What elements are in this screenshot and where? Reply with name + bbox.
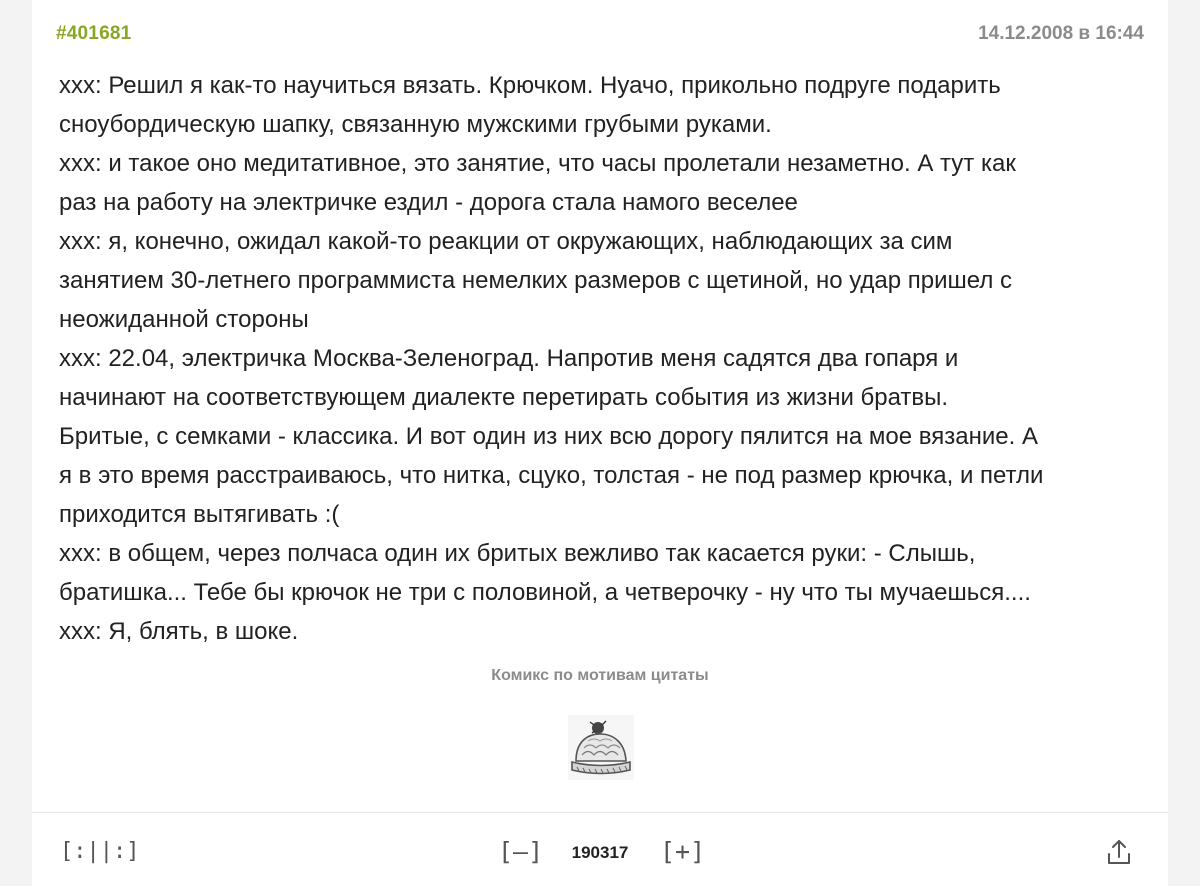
vote-up-button[interactable]: [+] [660, 837, 706, 866]
quote-id-link[interactable]: #401681 [56, 23, 132, 44]
quote-line: братишка... Тебе бы крючок не три с половиной, а четверочку - ну что ты мучаешься.... [59, 579, 1031, 606]
quote-header [56, 20, 1144, 48]
vote-down-button[interactable]: [–] [498, 837, 544, 866]
comic-thumbnail[interactable] [568, 715, 634, 780]
comic-caption: Комикс по мотивам цитаты [491, 667, 709, 684]
quote-line: занятием 30-летнего программиста немелких размеров с щетиной, но удар пришел с [59, 267, 1013, 294]
quote-line: xxx: в общем, через полчаса один их бритых вежливо так касается руки: - Слышь, [59, 540, 976, 567]
quote-line: неожиданной стороны [59, 306, 309, 333]
quote-line: xxx: Решил я как-то научиться вязать. Крючком. Нуачо, прикольно подруге подарить [59, 72, 1001, 99]
quote-text [59, 66, 1142, 651]
quote-line: раз на работу на электричке ездил - дорога стала намого веселее [59, 189, 798, 216]
quote-line: xxx: 22.04, электричка Москва-Зеленоград. Напротив меня садятся два гопаря и [59, 345, 959, 372]
knitted-hat-sketch-icon [568, 715, 634, 780]
share-button[interactable] [1104, 837, 1134, 867]
quote-line: я в это время расстраиваюсь, что нитка, сцуко, толстая - не под размер крючка, и петли [59, 462, 1044, 489]
quote-line: xxx: и такое оно медитативное, это занятие, что часы пролетали незаметно. А тут как [59, 150, 1016, 177]
quote-line: сноубордическую шапку, связанную мужскими грубыми руками. [59, 111, 772, 138]
quote-line: приходится вытягивать :( [59, 501, 340, 528]
quote-line: xxx: я, конечно, ожидал какой-то реакции от окружающих, наблюдающих за сим [59, 228, 953, 255]
quote-line: начинают на соответствующем диалекте перетирать события из жизни братвы. [59, 384, 949, 411]
share-icon [1104, 837, 1134, 867]
quote-line: Бритые, с семками - классика. И вот один из них всю дорогу пялится на мое вязание. А [59, 423, 1038, 450]
quote-footer [32, 813, 1168, 886]
quote-date: 14.12.2008 в 16:44 [978, 23, 1144, 44]
quote-card [32, 0, 1168, 886]
comics-button[interactable]: [:||:] [60, 839, 140, 864]
quote-line: xxx: Я, блять, в шоке. [59, 618, 299, 645]
rating-value: 190317 [571, 843, 629, 862]
